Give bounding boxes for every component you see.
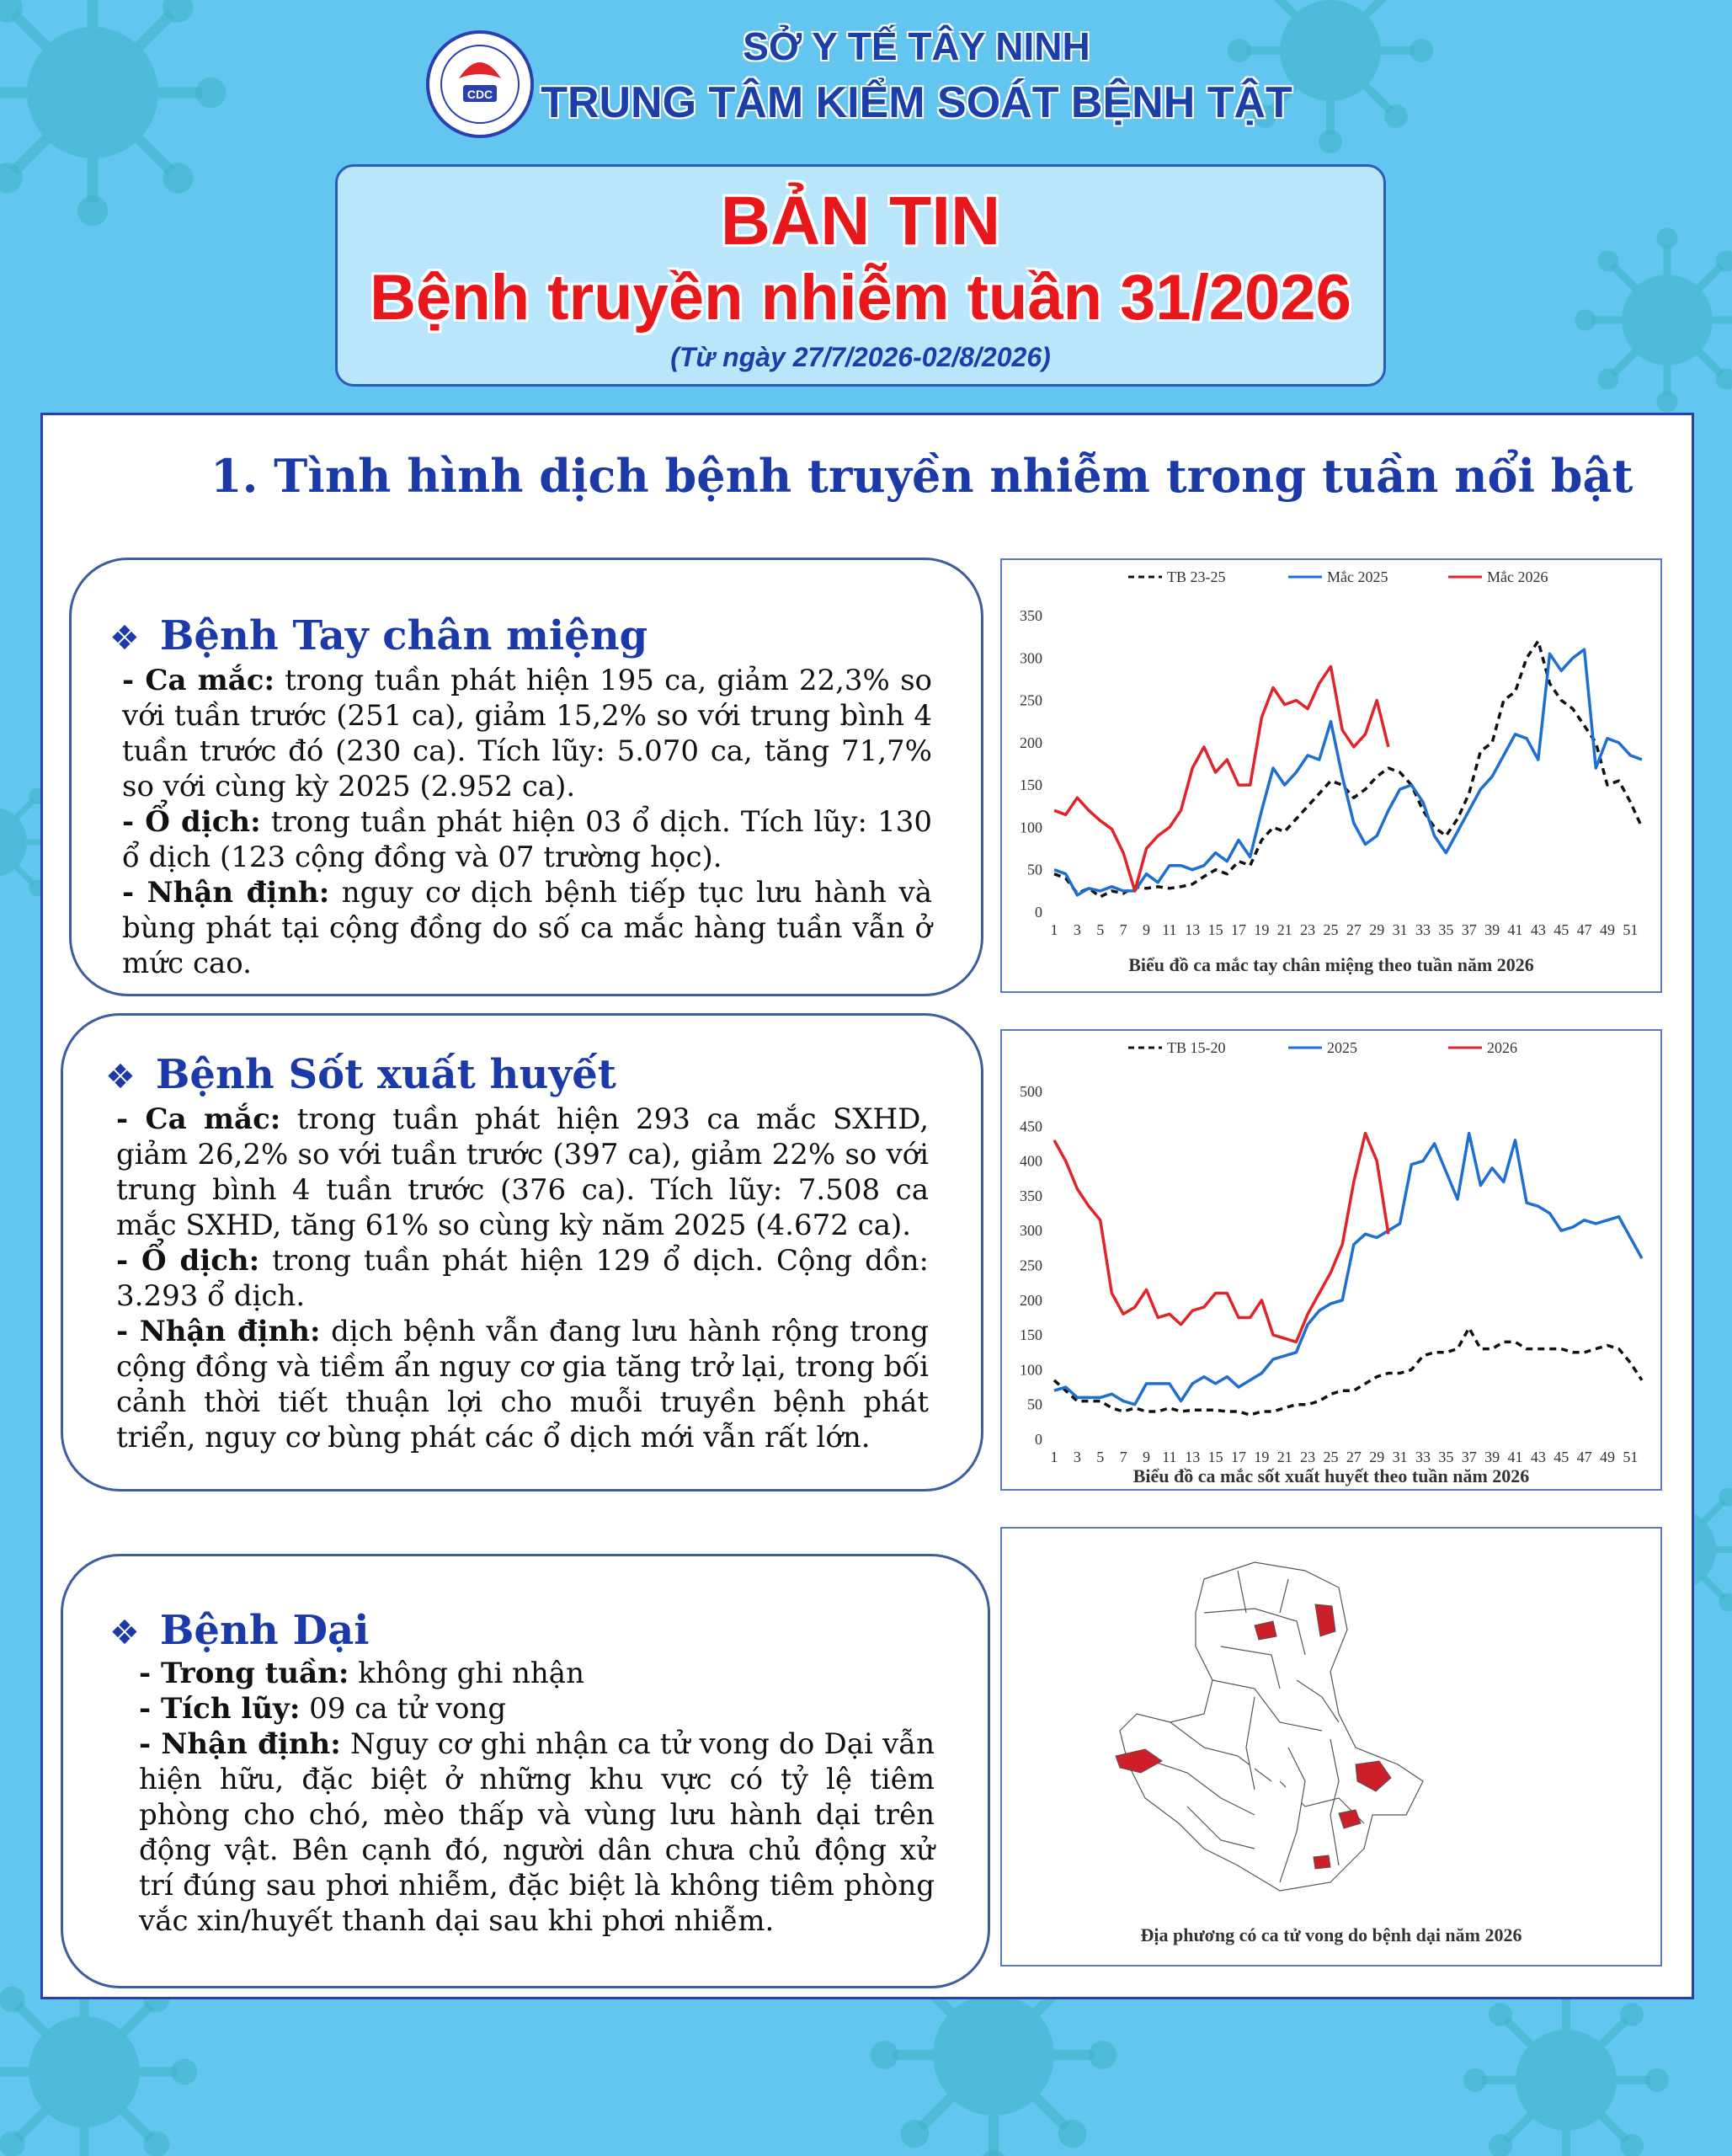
x-tick-label: 25 — [1323, 921, 1339, 938]
rabies-card — [61, 1554, 990, 1988]
x-tick-label: 13 — [1185, 1449, 1201, 1465]
hfmd-chart — [1000, 558, 1662, 993]
x-tick-label: 27 — [1346, 1449, 1362, 1465]
series-line-1 — [1054, 1328, 1642, 1415]
bulletin-title: BẢN TIN — [720, 183, 1001, 259]
bulletin-date-range: (Từ ngày 27/7/2026-02/8/2026) — [670, 342, 1051, 372]
map-highlight-6 — [1314, 1855, 1330, 1869]
hfmd-card — [69, 558, 983, 996]
bulletin-title-box — [335, 164, 1386, 387]
x-tick-label: 7 — [1119, 921, 1127, 938]
x-tick-label: 33 — [1415, 1449, 1431, 1465]
x-tick-label: 45 — [1553, 921, 1569, 938]
x-tick-label: 15 — [1207, 1449, 1223, 1465]
map-caption: Địa phương có ca tử vong do bệnh dại năm 2026 — [1140, 1924, 1522, 1945]
x-tick-label: 33 — [1415, 921, 1431, 938]
y-tick-label: 500 — [1020, 1083, 1042, 1100]
legend-label: TB 23-25 — [1167, 568, 1226, 585]
legend-label: 2026 — [1487, 1039, 1517, 1056]
x-tick-label: 39 — [1484, 921, 1500, 938]
x-tick-label: 7 — [1119, 1449, 1127, 1465]
y-tick-label: 50 — [1027, 861, 1042, 878]
legend-label: Mắc 2026 — [1487, 568, 1548, 585]
rabies-heading: ❖ Bệnh Dại — [109, 1607, 370, 1654]
y-tick-label: 0 — [1035, 904, 1042, 921]
y-tick-label: 100 — [1020, 1361, 1042, 1379]
x-tick-label: 49 — [1599, 1449, 1615, 1465]
legend-label: Mắc 2025 — [1327, 568, 1388, 585]
y-tick-label: 50 — [1027, 1396, 1042, 1413]
x-tick-label: 29 — [1369, 1449, 1385, 1465]
x-tick-label: 43 — [1530, 1449, 1546, 1465]
dengue-heading: ❖ Bệnh Sốt xuất huyết — [105, 1051, 616, 1098]
x-tick-label: 5 — [1096, 1449, 1105, 1465]
section-title: 1. Tình hình dịch bệnh truyền nhiễm trong tuần nổi bật — [211, 449, 1633, 503]
x-tick-label: 21 — [1276, 921, 1292, 938]
y-tick-label: 300 — [1020, 649, 1042, 667]
rabies-map — [1002, 1529, 1660, 1965]
x-tick-label: 41 — [1507, 1449, 1523, 1465]
y-tick-label: 100 — [1020, 819, 1042, 836]
y-tick-label: 300 — [1020, 1222, 1042, 1240]
dengue-chart-svg — [1002, 1031, 1660, 1489]
legend-item — [1128, 568, 1226, 585]
diamond-bullet-icon: ❖ — [105, 1058, 136, 1097]
y-tick-label: 450 — [1020, 1118, 1042, 1135]
x-tick-label: 37 — [1461, 1449, 1477, 1465]
legend-item — [1448, 1039, 1517, 1056]
x-tick-label: 47 — [1576, 921, 1592, 938]
rabies-body: - Trong tuần: không ghi nhận - Tích lũy: 09 ca tử vong - Nhận định: Nguy cơ ghi nhận ca tử vong do Dại vẫn hiện hữu, đặc biệt ở những khu vực có tỷ lệ tiêm phòng cho chó, mèo thấp và vùng lưu hành dại trên động vật. Bên cạnh đó, người dân chưa chủ động xử trí đúng sau phơi nhiễm, đặc biệt là không tiêm phòng vắc xin/huyết thanh dại sau khi phơi nhiễm. — [139, 1657, 935, 1938]
y-tick-label: 0 — [1035, 1431, 1042, 1448]
x-tick-label: 35 — [1438, 1449, 1454, 1465]
x-tick-label: 51 — [1623, 1449, 1639, 1465]
x-tick-label: 19 — [1254, 1449, 1270, 1465]
org-line-1: SỞ Y TẾ TÂY NINH — [743, 24, 1090, 68]
x-tick-label: 31 — [1392, 921, 1408, 938]
x-tick-label: 31 — [1392, 1449, 1408, 1465]
hfmd-body: - Ca mắc: trong tuần phát hiện 195 ca, giảm 22,3% so với tuần trước (251 ca), giảm 15,2% so với trung bình 4 tuần trước đó (230 ca). Tích lũy: 5.070 ca, tăng 71,7% so với cùng kỳ 2025 (2.952 ca). - Ổ dịch: trong tuần phát hiện 03 ổ dịch. Tích lũy: 130 ổ dịch (123 cộng đồng và 07 trường học). - Nhận định: nguy cơ dịch bệnh tiếp tục lưu hành và bùng phát tại cộng đồng do số ca mắc hàng tuần vẫn ở mức cao. — [122, 664, 933, 980]
x-tick-label: 39 — [1484, 1449, 1500, 1465]
x-tick-label: 19 — [1254, 921, 1270, 938]
x-tick-label: 9 — [1142, 1449, 1150, 1465]
x-tick-label: 13 — [1185, 921, 1201, 938]
x-tick-label: 25 — [1323, 1449, 1339, 1465]
x-tick-label: 1 — [1050, 1449, 1058, 1465]
x-tick-label: 21 — [1276, 1449, 1292, 1465]
x-tick-label: 9 — [1142, 921, 1150, 938]
x-tick-label: 51 — [1623, 921, 1639, 938]
dengue-card — [61, 1013, 983, 1492]
legend-item — [1288, 1039, 1357, 1056]
series-line-2 — [1054, 1134, 1642, 1405]
legend-item — [1128, 1039, 1226, 1056]
x-tick-label: 47 — [1576, 1449, 1592, 1465]
x-tick-label: 23 — [1300, 1449, 1316, 1465]
chart-caption: Biểu đồ ca mắc sốt xuất huyết theo tuần năm 2026 — [1132, 1465, 1530, 1486]
logo-text: CDC — [466, 88, 493, 101]
y-tick-label: 250 — [1020, 1257, 1042, 1274]
x-tick-label: 11 — [1162, 921, 1177, 938]
hfmd-chart-svg — [1002, 560, 1660, 991]
x-tick-label: 37 — [1461, 921, 1477, 938]
x-tick-label: 49 — [1599, 921, 1615, 938]
hfmd-heading: ❖ Bệnh Tay chân miệng — [109, 612, 648, 659]
y-tick-label: 200 — [1020, 734, 1042, 751]
y-tick-label: 350 — [1020, 607, 1042, 624]
chart-caption: Biểu đồ ca mắc tay chân miệng theo tuần năm 2026 — [1128, 954, 1534, 975]
y-tick-label: 150 — [1020, 1326, 1042, 1344]
x-tick-label: 27 — [1346, 921, 1362, 938]
y-tick-label: 350 — [1020, 1187, 1042, 1204]
dengue-body: - Ca mắc: trong tuần phát hiện 293 ca mắc SXHD, giảm 26,2% so với tuần trước (397 ca), giảm 22% so với trung bình 4 tuần trước (376 ca). Tích lũy: 7.508 ca mắc SXHD, tăng 61% so cùng kỳ năm 2025 (4.672 ca). - Ổ dịch: trong tuần phát hiện 129 ổ dịch. Cộng dồn: 3.293 ổ dịch. - Nhận định: dịch bệnh vẫn đang lưu hành rộng trong cộng đồng và tiềm ẩn nguy cơ gia tăng trở lại, trong bối cảnh thời tiết thuận lợi cho muỗi truyền bệnh phát triển, nguy cơ bùng phát các ổ dịch mới vẫn rất lớn. — [116, 1102, 930, 1454]
x-tick-label: 41 — [1507, 921, 1523, 938]
dengue-chart — [1000, 1029, 1662, 1491]
x-tick-label: 1 — [1050, 921, 1058, 938]
x-tick-label: 43 — [1530, 921, 1546, 938]
x-tick-label: 3 — [1073, 921, 1081, 938]
x-tick-label: 29 — [1369, 921, 1385, 938]
x-tick-label: 17 — [1230, 921, 1246, 938]
y-tick-label: 150 — [1020, 776, 1042, 794]
y-tick-label: 400 — [1020, 1152, 1042, 1170]
legend-label: 2025 — [1327, 1039, 1357, 1056]
legend-item — [1288, 568, 1388, 585]
x-tick-label: 15 — [1207, 921, 1223, 938]
x-tick-label: 3 — [1073, 1449, 1081, 1465]
x-tick-label: 17 — [1230, 1449, 1246, 1465]
bulletin-subtitle: Bệnh truyền nhiễm tuần 31/2026 — [370, 262, 1351, 334]
x-tick-label: 5 — [1096, 921, 1105, 938]
x-tick-label: 11 — [1162, 1449, 1177, 1465]
diamond-bullet-icon: ❖ — [109, 1614, 140, 1652]
legend-label: TB 15-20 — [1167, 1039, 1226, 1056]
rabies-map-box — [1000, 1527, 1662, 1967]
series-line-3 — [1054, 1134, 1388, 1342]
org-line-2: TRUNG TÂM KIỂM SOÁT BỆNH TẬT — [541, 78, 1292, 127]
y-tick-label: 200 — [1020, 1291, 1042, 1309]
x-tick-label: 35 — [1438, 921, 1454, 938]
x-tick-label: 23 — [1300, 921, 1316, 938]
diamond-bullet-icon: ❖ — [109, 619, 140, 658]
y-tick-label: 250 — [1020, 691, 1042, 709]
x-tick-label: 45 — [1553, 1449, 1569, 1465]
legend-item — [1448, 568, 1548, 585]
